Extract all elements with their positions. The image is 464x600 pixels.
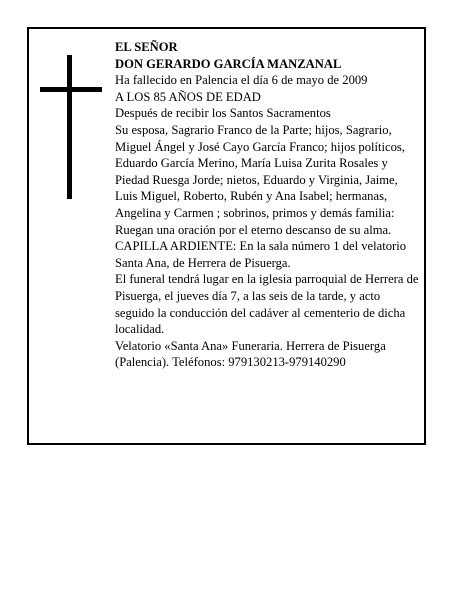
chapel-info: CAPILLA ARDIENTE: En la sala número 1 del velatorio Santa Ana, de Herrera de Pisuerga. [115, 239, 406, 270]
deceased-name: DON GERARDO GARCÍA MANZANAL [115, 56, 342, 71]
funeral-info: El funeral tendrá lugar en la iglesia parroquial de Herrera de Pisuerga, el jueves día 7, a las seis de la tarde, y acto seguido la conducción del cadáver al cementerio de dicha localidad. [115, 272, 419, 337]
age-at-death: A LOS 85 AÑOS DE EDAD [115, 89, 261, 104]
notice-text [115, 39, 421, 371]
cross-horizontal-bar [40, 87, 102, 92]
notice-title: EL SEÑOR [115, 40, 178, 54]
sacraments-line: Después de recibir los Santos Sacramentos [115, 106, 331, 121]
obituary-notice [27, 27, 426, 445]
funeral-home-contact: Velatorio «Santa Ana» Funeraria. Herrera de Pisuerga (Palencia). Teléfonos: 979130213-979140290 [115, 338, 386, 370]
death-announcement: Ha fallecido en Palencia el día 6 de mayo de 2009 [115, 73, 368, 88]
prayer-request: Ruegan una oración por el eterno descanso de su alma. [115, 222, 392, 237]
family-list: Su esposa, Sagrario Franco de la Parte; hijos, Sagrario, Miguel Ángel y José Cayo García Franco; hijos políticos, Eduardo García Merino, María Luisa Zurita Rosales y Piedad Ruesga Jorde; nietos, Eduardo y Virginia, Jaime, Luis Miguel, Roberto, Rubén y Ana Isabel; hermanas, Angelina y Carmen ; sobrinos, primos y demás familia: [115, 122, 405, 220]
cross-vertical-bar [67, 55, 72, 199]
cross-icon [40, 55, 102, 199]
